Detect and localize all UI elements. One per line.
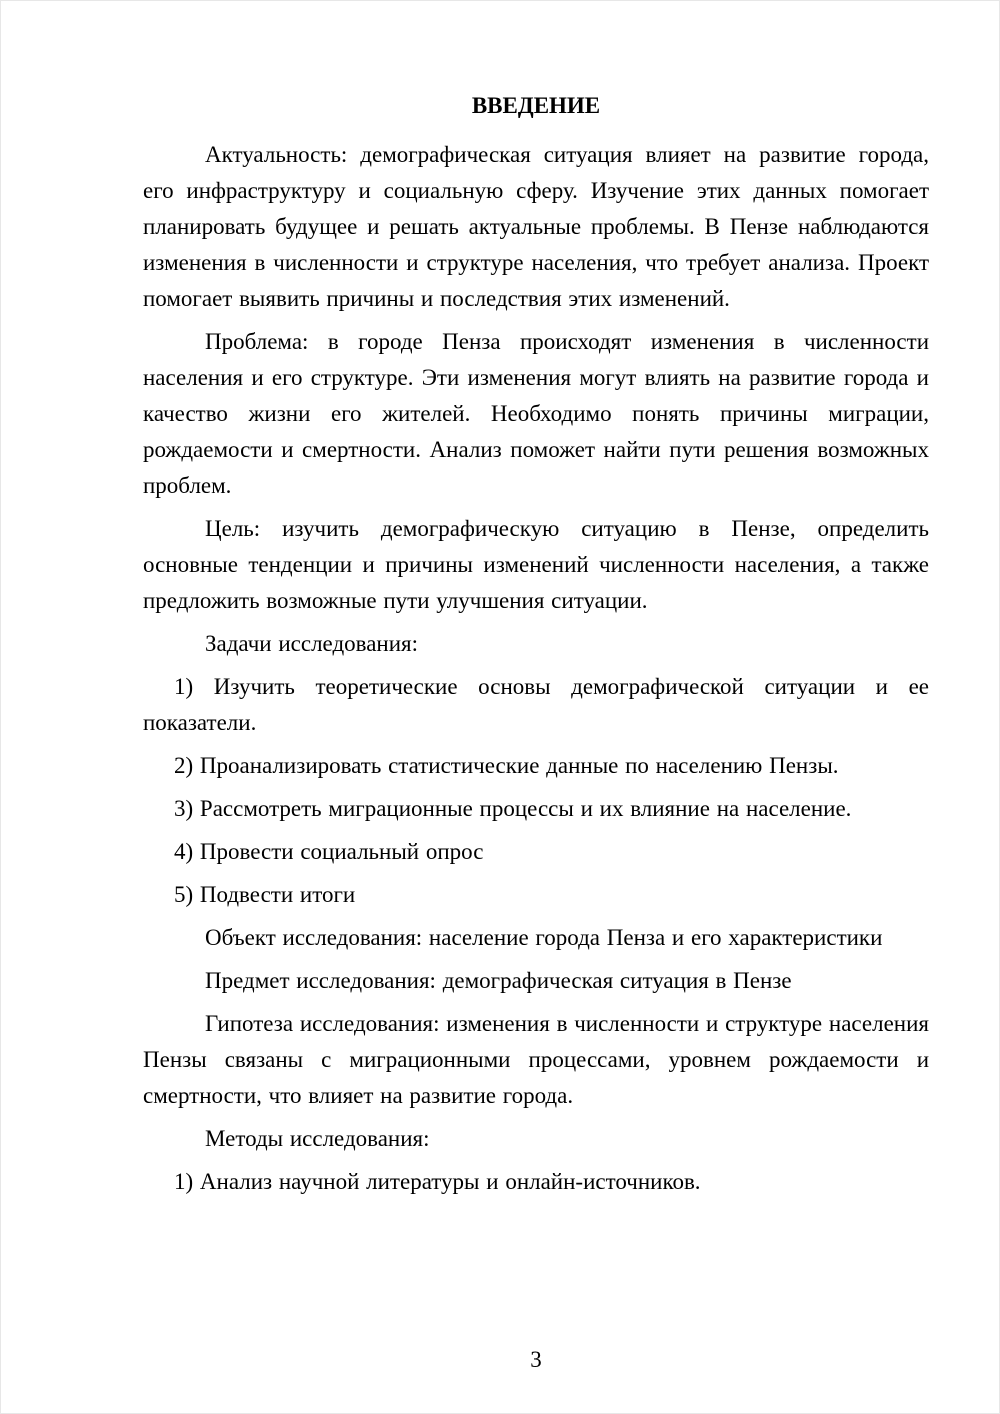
task-item-3: 3) Рассмотреть миграционные процессы и их влияние на население. (174, 796, 852, 821)
paragraph-relevance: Актуальность: демографическая ситуация влияет на развитие города, его инфраструктуру и социальную сферу. Изучение этих данных помогает планировать будущее и решать актуальные проблемы. В Пензе наблюдаются изменения в численности и структуре населения, что требует анализа. Проект помогает выявить причины и последствия этих изменений. (143, 142, 929, 311)
paragraph-object: Объект исследования: население города Пенза и его характеристики (205, 925, 883, 950)
method-item-1: 1) Анализ научной литературы и онлайн-источников. (174, 1169, 701, 1194)
task-item-4: 4) Провести социальный опрос (174, 839, 484, 864)
paragraph-goal: Цель: изучить демографическую ситуацию в Пензе, определить основные тенденции и причины изменений численности населения, а также предложить возможные пути улучшения ситуации. (143, 516, 929, 613)
task-item-1: 1) Изучить теоретические основы демографической ситуации и ее показатели. (143, 674, 929, 735)
task-item-2: 2) Проанализировать статистические данные по населению Пензы. (174, 753, 839, 778)
paragraph-hypothesis: Гипотеза исследования: изменения в численности и структуре населения Пензы связаны с миграционными процессами, уровнем рождаемости и смертности, что влияет на развитие города. (143, 1011, 929, 1108)
methods-heading: Методы исследования: (205, 1126, 430, 1151)
tasks-heading: Задачи исследования: (205, 631, 419, 656)
intro-heading: ВВЕДЕНИЕ (471, 93, 601, 118)
task-item-5: 5) Подвести итоги (174, 882, 356, 907)
page-number: 3 (530, 1347, 542, 1372)
paragraph-subject: Предмет исследования: демографическая ситуация в Пензе (205, 968, 792, 993)
paragraph-problem: Проблема: в городе Пенза происходят изменения в численности населения и его структуре. Эти изменения могут влиять на развитие города и качество жизни его жителей. Необходимо понять причины миграции, рождаемости и смертности. Анализ поможет найти пути решения возможных проблем. (143, 329, 929, 498)
